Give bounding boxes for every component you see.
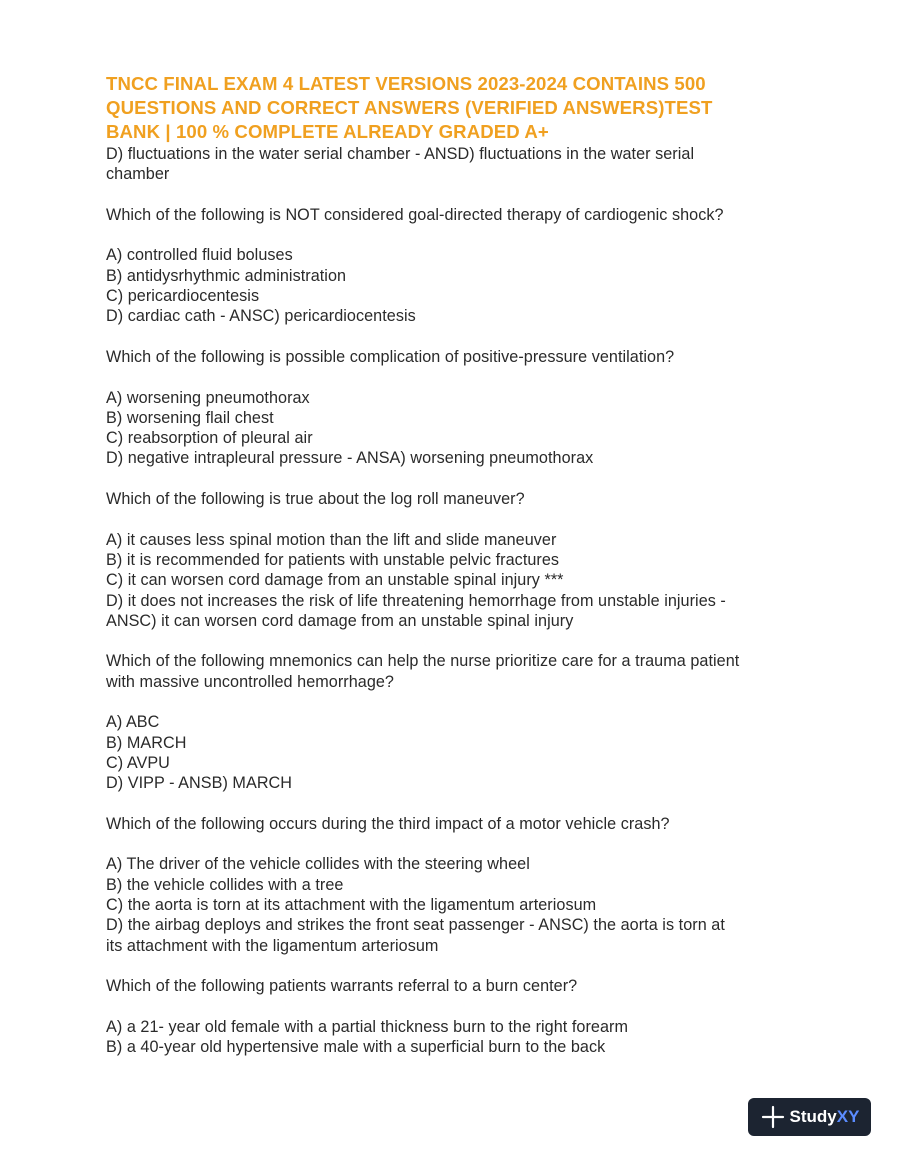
body-line: with massive uncontrolled hemorrhage? [106, 672, 394, 691]
body-line: C) the aorta is torn at its attachment with the ligamentum arteriosum [106, 895, 597, 914]
body-line: Which of the following occurs during the third impact of a motor vehicle crash? [106, 814, 670, 833]
body-line: its attachment with the ligamentum arteriosum [106, 936, 439, 955]
body-line: A) worsening pneumothorax [106, 388, 310, 407]
document-body [106, 144, 806, 1057]
body-line: A) ABC [106, 713, 160, 732]
paragraph-gap [106, 367, 806, 387]
body-line: Which of the following is true about the log roll maneuver? [106, 490, 525, 509]
paragraph-gap [106, 509, 806, 529]
paragraph-gap [106, 996, 806, 1016]
title-line: QUESTIONS AND CORRECT ANSWERS (VERIFIED ANSWERS)TEST [106, 97, 713, 118]
document-title [106, 72, 806, 144]
title-line: TNCC FINAL EXAM 4 LATEST VERSIONS 2023-2024 CONTAINS 500 [106, 73, 706, 94]
body-line: D) fluctuations in the water serial chamber - ANSD) fluctuations in the water serial [106, 145, 695, 163]
paragraph-gap [106, 834, 806, 854]
plus-icon [760, 1104, 786, 1130]
body-line: C) reabsorption of pleural air [106, 429, 313, 448]
body-line: C) pericardiocentesis [106, 287, 260, 306]
body-line: D) cardiac cath - ANSC) pericardiocentesis [106, 307, 416, 326]
body-line: B) worsening flail chest [106, 408, 274, 427]
paragraph-gap [106, 956, 806, 976]
studyxy-badge[interactable] [748, 1098, 871, 1136]
body-line: Which of the following is possible complication of positive-pressure ventilation? [106, 347, 675, 366]
body-line: C) it can worsen cord damage from an unstable spinal injury *** [106, 571, 564, 590]
body-line: D) negative intrapleural pressure - ANSA) worsening pneumothorax [106, 449, 594, 468]
paragraph-gap [106, 631, 806, 651]
body-line: B) antidysrhythmic administration [106, 266, 347, 285]
body-line: B) it is recommended for patients with unstable pelvic fractures [106, 550, 560, 569]
body-line: chamber [106, 165, 170, 184]
body-line: A) it causes less spinal motion than the lift and slide maneuver [106, 530, 557, 549]
body-line: D) VIPP - ANSB) MARCH [106, 774, 293, 793]
body-line: A) controlled fluid boluses [106, 246, 293, 265]
title-line: BANK | 100 % COMPLETE ALREADY GRADED A+ [106, 121, 549, 142]
body-line: D) the airbag deploys and strikes the front seat passenger - ANSC) the aorta is torn at [106, 916, 725, 935]
body-line: D) it does not increases the risk of life threatening hemorrhage from unstable injuries - [106, 591, 726, 610]
paragraph-gap [106, 225, 806, 245]
document-page [106, 72, 806, 1057]
paragraph-gap [106, 692, 806, 712]
body-line: A) a 21- year old female with a partial thickness burn to the right forearm [106, 1017, 628, 1036]
paragraph-gap [106, 185, 806, 205]
paragraph-gap [106, 327, 806, 347]
body-line: A) The driver of the vehicle collides with the steering wheel [106, 855, 530, 874]
body-line: Which of the following is NOT considered goal-directed therapy of cardiogenic shock? [106, 205, 724, 224]
body-line: Which of the following patients warrants referral to a burn center? [106, 977, 578, 996]
brand-main: Study [789, 1107, 837, 1126]
body-line: B) a 40-year old hypertensive male with a superficial burn to the back [106, 1038, 606, 1057]
brand-accent: XY [836, 1107, 860, 1126]
body-line: B) the vehicle collides with a tree [106, 875, 344, 894]
body-line: C) AVPU [106, 753, 170, 772]
paragraph-gap [106, 794, 806, 814]
brand-name [790, 1107, 860, 1127]
paragraph-gap [106, 469, 806, 489]
body-line: B) MARCH [106, 733, 187, 752]
body-line: ANSC) it can worsen cord damage from an unstable spinal injury [106, 611, 574, 630]
body-line: Which of the following mnemonics can help the nurse prioritize care for a trauma patient [106, 652, 740, 671]
